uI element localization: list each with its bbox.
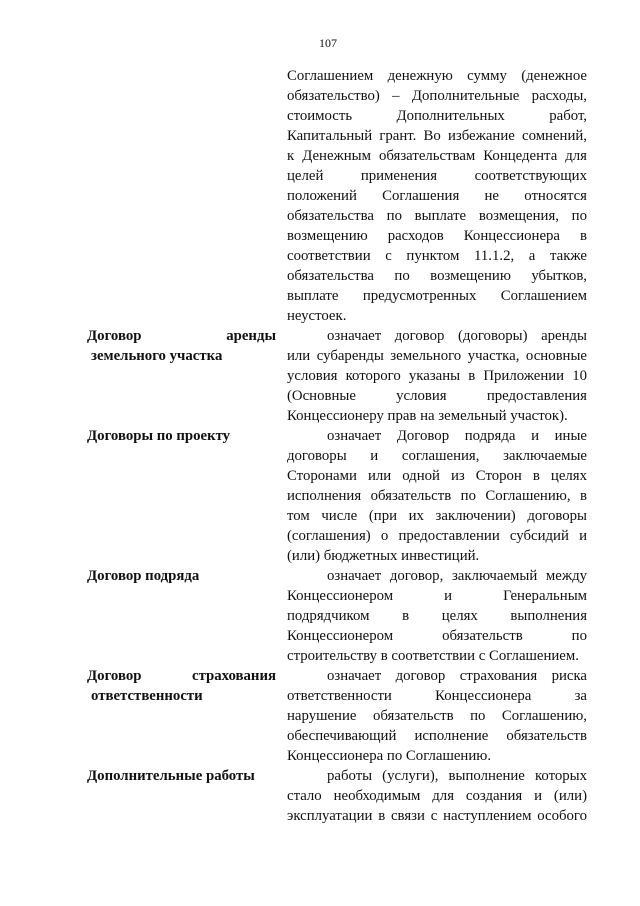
- definition-entry: [87, 326, 587, 426]
- term-line: Договор страхования: [87, 668, 276, 684]
- definition-entry: [87, 426, 587, 566]
- text-line: Концессионера по Соглашению.: [287, 748, 492, 764]
- definition-entry: [87, 666, 587, 766]
- text-line: (соглашения) о предоставлении субсидий и: [287, 528, 587, 544]
- text-line: Соглашением денежную сумму (денежное: [287, 68, 587, 84]
- definition-entry: [87, 766, 587, 826]
- definition-term: [87, 666, 276, 766]
- term-line: Дополнительные работы: [87, 768, 255, 784]
- text-line: означает договор (договоры) аренды: [327, 328, 587, 344]
- text-line: обеспечивающий исполнение обязательств: [287, 728, 587, 744]
- definition-text: [287, 666, 587, 766]
- text-line: означает договор, заключаемый между: [327, 568, 587, 584]
- text-line: строительству в соответствии с Соглашением.: [287, 648, 579, 664]
- definition-term: [87, 426, 276, 566]
- definition-term: [87, 566, 276, 666]
- page-content: [87, 66, 587, 826]
- text-line: выплате предусмотренных Соглашением: [287, 288, 587, 304]
- text-line: Концессионером обязательств по: [287, 628, 587, 644]
- text-line: (или) бюджетных инвестиций.: [287, 548, 480, 564]
- definition-entry: [87, 566, 587, 666]
- text-line: стоимость Дополнительных работ,: [287, 108, 587, 124]
- term-line: Договор подряда: [87, 568, 200, 584]
- text-line: обязательства по выплате возмещения, по: [287, 208, 587, 224]
- text-line: Концессионеру прав на земельный участок).: [287, 408, 568, 424]
- text-line: работы (услуги), выполнение которых: [327, 768, 587, 784]
- definition-text: [287, 426, 587, 566]
- text-line: (Основные условия предоставления: [287, 388, 587, 404]
- text-line: обязательства по возмещению убытков,: [287, 268, 587, 284]
- term-line: Договоры по проекту: [87, 428, 231, 444]
- text-line: эксплуатации в связи с наступлением особого: [287, 808, 587, 824]
- text-line: Капитальный грант. Во избежание сомнений,: [287, 128, 587, 144]
- text-line: Концессионером и Генеральным: [287, 588, 587, 604]
- text-line: подрядчиком в целях выполнения: [287, 608, 587, 624]
- text-line: договоры и соглашения, заключаемые: [287, 448, 587, 464]
- text-line: целей применения соответствующих: [287, 168, 587, 184]
- text-line: ответственности Концессионера за: [287, 688, 587, 704]
- text-line: обязательство) – Дополнительные расходы,: [287, 88, 587, 104]
- term-line: земельного участка: [91, 348, 223, 364]
- definition-text: [287, 566, 587, 666]
- text-line: исполнения обязательств по Соглашению, в: [287, 488, 587, 504]
- definition-term: [87, 766, 276, 826]
- text-line: условия которого указаны в Приложении 10: [287, 368, 587, 384]
- text-line: неустоек.: [287, 308, 347, 324]
- text-line: к Денежным обязательствам Концедента для: [287, 148, 587, 164]
- definition-text: [287, 326, 587, 426]
- text-line: означает Договор подряда и иные: [327, 428, 587, 444]
- text-line: нарушение обязательств по Соглашению,: [287, 708, 587, 724]
- text-line: стало необходимым для создания и (или): [287, 788, 587, 804]
- page-number: 107: [319, 36, 337, 50]
- term-line: ответственности: [91, 688, 203, 704]
- text-line: или субаренды земельного участка, основные: [287, 348, 587, 364]
- text-line: означает договор страхования риска: [327, 668, 587, 684]
- text-line: соответствии с пунктом 11.1.2, а также: [287, 248, 587, 264]
- definition-text: [287, 766, 587, 826]
- term-line: Договор аренды: [87, 328, 276, 344]
- definition-term: [87, 326, 276, 426]
- text-line: Сторонами или одной из Сторон в целях: [287, 468, 587, 484]
- text-line: положений Соглашения не относятся: [287, 188, 587, 204]
- text-line: том числе (при их заключении) договоры: [287, 508, 587, 524]
- text-line: возмещению расходов Концессионера в: [287, 228, 587, 244]
- continued-definition-text: [287, 66, 587, 326]
